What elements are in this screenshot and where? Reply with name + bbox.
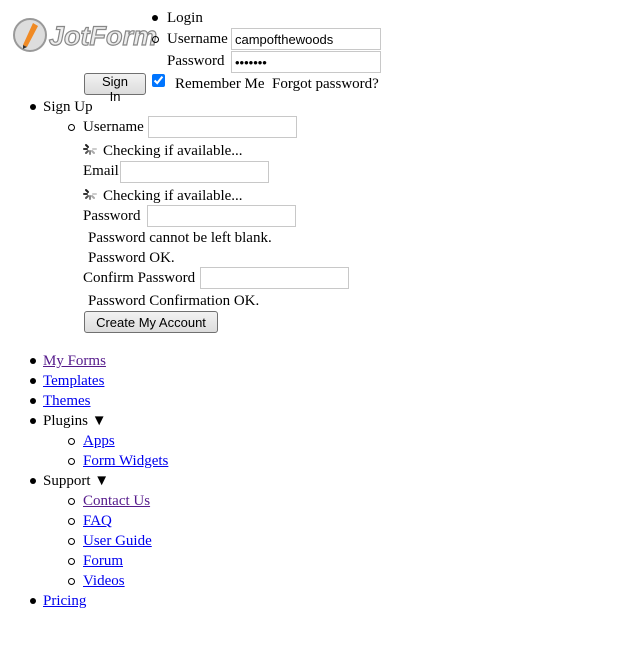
bullet-icon — [30, 418, 36, 424]
nav-templates[interactable]: Templates — [43, 373, 105, 389]
nav-plugins[interactable]: Plugins ▼ — [43, 413, 107, 429]
remember-me-label: Remember Me — [175, 76, 265, 92]
bullet-icon — [68, 498, 75, 505]
password-ok-message: Password OK. — [88, 250, 175, 266]
signup-heading: Sign Up — [43, 99, 93, 115]
loading-spinner-icon — [83, 143, 97, 155]
login-password-input[interactable] — [231, 51, 381, 73]
bullet-icon — [30, 378, 36, 384]
bullet-icon — [68, 558, 75, 565]
svg-text:JotForm: JotForm — [49, 21, 157, 51]
bullet-icon — [68, 578, 75, 585]
signup-password-input[interactable] — [147, 205, 296, 227]
bullet-icon — [68, 438, 75, 445]
confirm-password-label: Confirm Password — [83, 270, 196, 286]
nav-contact-us[interactable]: Contact Us — [83, 493, 151, 509]
nav-form-widgets[interactable]: Form Widgets — [83, 453, 169, 469]
nav-themes[interactable]: Themes — [43, 393, 91, 409]
bullet-icon — [30, 104, 36, 110]
confirm-ok-message: Password Confirmation OK. — [88, 293, 260, 309]
bullet-icon — [68, 518, 75, 525]
login-heading: Login — [167, 10, 203, 26]
nav-pricing[interactable]: Pricing — [43, 593, 87, 609]
signup-username-label: Username — [83, 119, 144, 135]
bullet-icon — [68, 124, 75, 131]
username-label: Username — [167, 31, 228, 47]
checking-email-text: Checking if available... — [103, 188, 243, 204]
nav-forum[interactable]: Forum — [83, 553, 124, 569]
bullet-icon — [68, 458, 75, 465]
nav-videos[interactable]: Videos — [83, 573, 125, 589]
nav-support[interactable]: Support ▼ — [43, 473, 110, 489]
signup-username-input[interactable] — [148, 116, 297, 138]
password-blank-message: Password cannot be left blank. — [88, 230, 272, 246]
nav-apps[interactable]: Apps — [83, 433, 115, 449]
create-account-button[interactable]: Create My Account — [84, 311, 218, 333]
nav-faq[interactable]: FAQ — [83, 513, 112, 529]
nav-my-forms[interactable]: My Forms — [43, 353, 106, 369]
bullet-icon — [30, 598, 36, 604]
email-label: Email — [83, 163, 119, 179]
nav-user-guide[interactable]: User Guide — [83, 533, 152, 549]
jotform-logo[interactable] — [13, 17, 158, 53]
loading-spinner-icon — [83, 188, 97, 200]
bullet-icon — [152, 36, 159, 43]
forgot-password-text[interactable]: Forgot password? — [272, 76, 379, 92]
remember-me-checkbox[interactable] — [152, 74, 165, 87]
email-input[interactable] — [120, 161, 269, 183]
bullet-icon — [30, 358, 36, 364]
login-username-input[interactable] — [231, 28, 381, 50]
signup-password-label: Password — [83, 208, 141, 224]
checking-username-text: Checking if available... — [103, 143, 243, 159]
bullet-icon — [30, 478, 36, 484]
sign-in-button[interactable]: Sign In — [84, 73, 146, 95]
bullet-icon — [30, 398, 36, 404]
confirm-password-input[interactable] — [200, 267, 349, 289]
bullet-icon — [152, 15, 158, 21]
password-label: Password — [167, 53, 225, 69]
bullet-icon — [68, 538, 75, 545]
